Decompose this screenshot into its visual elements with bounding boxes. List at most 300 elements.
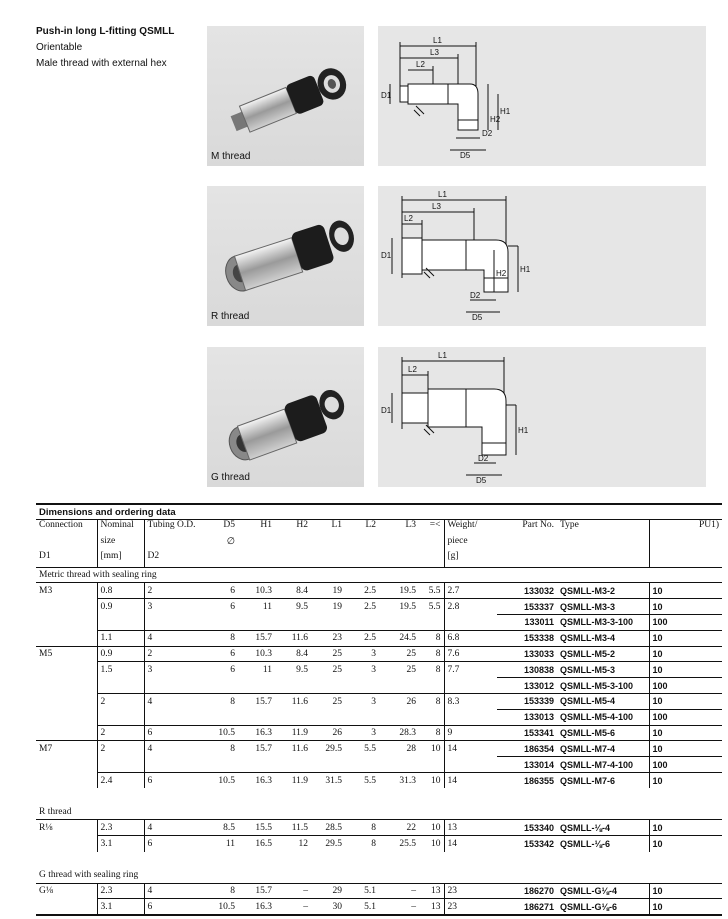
cell-pu: 10 bbox=[649, 583, 722, 599]
cell-type: QSMLL-M5-4 bbox=[557, 694, 649, 710]
ordering-table bbox=[36, 503, 722, 916]
dimension-drawing-icon bbox=[378, 26, 706, 166]
cell-part: 153340 bbox=[523, 822, 554, 833]
cell-h2: 9.5 bbox=[275, 662, 311, 678]
cell-nom: 0.9 bbox=[97, 646, 144, 662]
dim-label-d1: D1 bbox=[381, 91, 392, 100]
header-nominal-2: size bbox=[97, 536, 144, 552]
cell-hex: 8 bbox=[419, 662, 444, 678]
cell-l2: 2.5 bbox=[345, 599, 379, 615]
cell-conn bbox=[36, 836, 97, 852]
cell-h1: 16.5 bbox=[238, 836, 275, 852]
cell-h2 bbox=[275, 678, 311, 694]
cell-wt: 7.6 bbox=[444, 646, 497, 662]
cell-type: QSMLL-⅛-4 bbox=[560, 822, 611, 833]
cell-l2: 2.5 bbox=[364, 585, 376, 596]
cell-l3: 25 bbox=[379, 662, 419, 678]
cell-wt bbox=[444, 615, 497, 631]
cell-pu: 10 bbox=[649, 694, 722, 710]
cell-pu: 10 bbox=[649, 630, 722, 646]
cell-d5: 10.5 bbox=[208, 899, 238, 915]
product-title: Push-in long L-fitting QSMLL bbox=[36, 26, 175, 37]
cell-h1: 16.3 bbox=[238, 773, 275, 789]
table-row bbox=[36, 741, 722, 757]
cell-h2: 9.5 bbox=[275, 599, 311, 615]
cell-l3 bbox=[379, 757, 419, 773]
dim-label-d2: D2 bbox=[482, 129, 493, 138]
cell-wt: 7.7 bbox=[444, 662, 497, 678]
cell-part: 133012 bbox=[497, 678, 557, 694]
cell-h2: 11.6 bbox=[275, 694, 311, 710]
cell-h2: – bbox=[275, 899, 311, 915]
dim-label-h1: H1 bbox=[518, 426, 529, 435]
cell-pu: 100 bbox=[649, 678, 722, 694]
dimension-drawing-icon bbox=[378, 347, 706, 487]
cell-tub: 6 bbox=[144, 899, 208, 915]
cell-hex: 10 bbox=[419, 773, 444, 789]
cell-l2: 8 bbox=[345, 836, 379, 852]
cell-nom: 1.1 bbox=[97, 630, 144, 646]
cell-l3: – bbox=[411, 886, 416, 897]
cell-l2: 5.1 bbox=[364, 886, 376, 897]
cell-nom: 3.1 bbox=[97, 836, 144, 852]
cell-h1: 16.3 bbox=[238, 725, 275, 741]
header-weight: Weight/ bbox=[444, 520, 497, 536]
cell-l1: 25 bbox=[311, 694, 345, 710]
cell-h1 bbox=[238, 757, 275, 773]
cell-tub: 3 bbox=[144, 662, 208, 678]
cell-part: 153342 bbox=[497, 836, 557, 852]
cell-nom: 3.1 bbox=[97, 899, 144, 915]
cell-pu: 100 bbox=[649, 615, 722, 631]
cell-conn bbox=[36, 725, 97, 741]
table-title: Dimensions and ordering data bbox=[36, 504, 722, 520]
cell-h1: 15.7 bbox=[238, 630, 275, 646]
cell-tub: 6 bbox=[144, 725, 208, 741]
cell-d5: 11 bbox=[208, 836, 238, 852]
table-row bbox=[36, 678, 722, 694]
dim-label-d2: D2 bbox=[478, 454, 489, 463]
cell-wt bbox=[444, 757, 497, 773]
cell-part: 153339 bbox=[497, 694, 557, 710]
spacer-row bbox=[36, 852, 722, 868]
cell-l3: 19.5 bbox=[399, 585, 416, 596]
product-header bbox=[36, 24, 174, 72]
cell-d5 bbox=[208, 709, 238, 725]
cell-tub: 4 bbox=[144, 741, 208, 757]
spacer-row bbox=[36, 788, 722, 804]
cell-l1: 25 bbox=[311, 662, 345, 678]
fitting-photo-icon bbox=[207, 26, 364, 166]
photo-r-thread bbox=[207, 186, 364, 326]
dim-label-d1: D1 bbox=[381, 251, 392, 260]
table-row bbox=[36, 662, 722, 678]
dim-label-h1: H1 bbox=[520, 265, 531, 274]
dim-label-d5: D5 bbox=[472, 313, 483, 322]
cell-pu: 10 bbox=[649, 741, 722, 757]
fitting-photo-icon bbox=[207, 347, 364, 487]
drawing-r-thread bbox=[378, 186, 706, 326]
dim-label-d5: D5 bbox=[476, 476, 487, 485]
cell-h2: 8.4 bbox=[296, 585, 308, 596]
cell-type: QSMLL-M3-2 bbox=[560, 585, 615, 596]
header-h2: H2 bbox=[296, 520, 308, 531]
cell-wt: 14 bbox=[444, 773, 497, 789]
cell-l2: 5.5 bbox=[345, 741, 379, 757]
cell-nom: 2 bbox=[97, 725, 144, 741]
cell-l2: 3 bbox=[345, 646, 379, 662]
cell-l2: 2.5 bbox=[345, 630, 379, 646]
cell-wt: 2.8 bbox=[444, 599, 497, 615]
cell-nom bbox=[97, 709, 144, 725]
table-row bbox=[36, 773, 722, 789]
cell-l3 bbox=[379, 678, 419, 694]
cell-l2: 5.5 bbox=[345, 773, 379, 789]
cell-l1: 31.5 bbox=[311, 773, 345, 789]
cell-d5: 8 bbox=[208, 630, 238, 646]
cell-h2: 8.4 bbox=[275, 646, 311, 662]
section-title: Metric thread with sealing ring bbox=[36, 567, 722, 583]
cell-d5: 6 bbox=[208, 599, 238, 615]
dim-label-l3: L3 bbox=[432, 202, 441, 211]
cell-conn bbox=[36, 630, 97, 646]
table-row bbox=[36, 630, 722, 646]
header-h1: H1 bbox=[260, 520, 272, 531]
cell-type: QSMLL-M7-4-100 bbox=[557, 757, 649, 773]
cell-part: 186354 bbox=[497, 741, 557, 757]
photo-caption: M thread bbox=[211, 151, 251, 162]
cell-part: 153341 bbox=[497, 725, 557, 741]
cell-h2: 11.5 bbox=[291, 822, 308, 833]
cell-nom: 2.4 bbox=[97, 773, 144, 789]
cell-tub: 2 bbox=[144, 646, 208, 662]
cell-pu: 10 bbox=[649, 899, 722, 915]
cell-tub: 6 bbox=[144, 836, 208, 852]
photo-g-thread bbox=[207, 347, 364, 487]
cell-hex: 8 bbox=[419, 630, 444, 646]
table-row bbox=[36, 725, 722, 741]
cell-pu: 100 bbox=[649, 757, 722, 773]
dim-label-l1: L1 bbox=[438, 351, 447, 360]
cell-l3: 28.3 bbox=[379, 725, 419, 741]
photo-caption: G thread bbox=[211, 472, 250, 483]
cell-l1 bbox=[311, 757, 345, 773]
dim-label-d1: D1 bbox=[381, 406, 392, 415]
cell-conn: M7 bbox=[36, 741, 97, 757]
cell-tub: 3 bbox=[144, 599, 208, 615]
cell-hex bbox=[419, 678, 444, 694]
cell-tub: 6 bbox=[144, 773, 208, 789]
cell-hex bbox=[419, 709, 444, 725]
cell-l2 bbox=[345, 757, 379, 773]
header-nominal-3: [mm] bbox=[97, 551, 144, 567]
header-l1: L1 bbox=[331, 520, 342, 531]
cell-d5: 6 bbox=[208, 662, 238, 678]
header-connection-3: D1 bbox=[36, 551, 97, 567]
cell-type: QSMLL-M5-3-100 bbox=[557, 678, 649, 694]
cell-conn: M3 bbox=[39, 586, 53, 597]
cell-d5 bbox=[208, 757, 238, 773]
dim-label-h2: H2 bbox=[490, 115, 501, 124]
cell-tub bbox=[144, 615, 208, 631]
cell-l3: 22 bbox=[406, 822, 416, 833]
cell-d5: 6 bbox=[208, 646, 238, 662]
header-l2: L2 bbox=[365, 520, 376, 531]
table-row bbox=[36, 820, 722, 836]
cell-tub bbox=[144, 678, 208, 694]
cell-type: QSMLL-M7-4 bbox=[557, 741, 649, 757]
header-tubing-2 bbox=[144, 536, 208, 552]
cell-l1: 25 bbox=[311, 646, 345, 662]
cell-h2 bbox=[275, 709, 311, 725]
cell-wt: 6.8 bbox=[444, 630, 497, 646]
cell-l1 bbox=[311, 615, 345, 631]
cell-h1: 15.7 bbox=[255, 886, 272, 897]
cell-d5: 8 bbox=[208, 741, 238, 757]
header-tubing: Tubing O.D. bbox=[144, 520, 208, 536]
cell-conn bbox=[36, 899, 97, 915]
cell-l1: 23 bbox=[311, 630, 345, 646]
dim-label-l1: L1 bbox=[438, 190, 447, 199]
cell-conn bbox=[36, 662, 97, 678]
cell-tub bbox=[144, 709, 208, 725]
cell-l3: 26 bbox=[379, 694, 419, 710]
cell-pu: 10 bbox=[649, 646, 722, 662]
dim-label-l3: L3 bbox=[430, 48, 439, 57]
cell-hex: 8 bbox=[419, 694, 444, 710]
cell-tub: 2 bbox=[144, 583, 208, 599]
cell-part: 130838 bbox=[497, 662, 557, 678]
dimension-drawing-icon bbox=[378, 186, 706, 326]
cell-h1: 15.5 bbox=[255, 822, 272, 833]
cell-h1: 11 bbox=[238, 662, 275, 678]
cell-h1 bbox=[238, 678, 275, 694]
cell-h2 bbox=[275, 757, 311, 773]
table-row bbox=[36, 709, 722, 725]
cell-conn: R⅛ bbox=[39, 823, 53, 834]
cell-nom: 2 bbox=[97, 694, 144, 710]
cell-tub bbox=[144, 757, 208, 773]
cell-l1 bbox=[311, 709, 345, 725]
cell-l2 bbox=[345, 615, 379, 631]
photo-m-thread bbox=[207, 26, 364, 166]
drawing-m-thread bbox=[378, 26, 706, 166]
cell-wt: 13 bbox=[444, 820, 497, 836]
cell-type: QSMLL-M5-3 bbox=[557, 662, 649, 678]
cell-tub: 4 bbox=[144, 694, 208, 710]
table-row bbox=[36, 836, 722, 852]
cell-part: 186271 bbox=[497, 899, 557, 915]
cell-type: QSMLL-G⅛-6 bbox=[557, 899, 649, 915]
cell-type: QSMLL-M5-6 bbox=[557, 725, 649, 741]
cell-l2: 3 bbox=[345, 662, 379, 678]
cell-part: 133032 bbox=[523, 585, 554, 596]
dim-label-l2: L2 bbox=[408, 365, 417, 374]
cell-part: 133033 bbox=[497, 646, 557, 662]
header-part-no: Part No. bbox=[522, 520, 554, 531]
cell-l3 bbox=[379, 709, 419, 725]
cell-pu: 100 bbox=[649, 709, 722, 725]
cell-hex: 8 bbox=[419, 725, 444, 741]
header-tubing-3: D2 bbox=[144, 551, 208, 567]
cell-d5: 8 bbox=[230, 886, 235, 897]
section-title: R thread bbox=[36, 804, 722, 820]
header-d5: D5 bbox=[223, 520, 235, 531]
dim-label-l2: L2 bbox=[416, 60, 425, 69]
cell-type: QSMLL-M7-6 bbox=[557, 773, 649, 789]
cell-pu: 10 bbox=[649, 725, 722, 741]
table-row bbox=[36, 899, 722, 915]
cell-part: 133014 bbox=[497, 757, 557, 773]
cell-h2: 11.6 bbox=[275, 741, 311, 757]
cell-h1: 15.7 bbox=[238, 741, 275, 757]
cell-d5: 8 bbox=[208, 694, 238, 710]
cell-h2: – bbox=[303, 886, 308, 897]
cell-d5: 8.5 bbox=[223, 822, 235, 833]
cell-d5: 10.5 bbox=[208, 725, 238, 741]
cell-l2 bbox=[345, 678, 379, 694]
cell-h1: 10.3 bbox=[255, 585, 272, 596]
cell-l1: 29.5 bbox=[311, 836, 345, 852]
fitting-photo-icon bbox=[207, 186, 364, 326]
cell-hex: 10 bbox=[419, 836, 444, 852]
header-weight-3: [g] bbox=[444, 551, 497, 567]
cell-hex bbox=[419, 615, 444, 631]
table-row bbox=[36, 583, 722, 599]
dim-label-l2: L2 bbox=[404, 214, 413, 223]
cell-wt: 23 bbox=[444, 883, 497, 899]
cell-l1: 19 bbox=[311, 599, 345, 615]
cell-h1 bbox=[238, 709, 275, 725]
cell-l3: 25 bbox=[379, 646, 419, 662]
cell-pu: 10 bbox=[649, 883, 722, 899]
cell-wt: 9 bbox=[444, 725, 497, 741]
cell-h2: 11.9 bbox=[275, 773, 311, 789]
cell-conn bbox=[36, 615, 97, 631]
cell-h1: 16.3 bbox=[238, 899, 275, 915]
cell-part: 186355 bbox=[497, 773, 557, 789]
cell-hex: 8 bbox=[419, 646, 444, 662]
section-heading bbox=[36, 567, 722, 583]
cell-hex: 13 bbox=[419, 899, 444, 915]
cell-hex: 5.5 bbox=[428, 585, 441, 596]
cell-l1: 29 bbox=[332, 886, 342, 897]
cell-type: QSMLL-⅛-6 bbox=[557, 836, 649, 852]
dim-label-d2: D2 bbox=[470, 291, 481, 300]
cell-l2: 3 bbox=[345, 694, 379, 710]
cell-l1: 19 bbox=[332, 585, 342, 596]
cell-l3: – bbox=[379, 899, 419, 915]
cell-h2: 12 bbox=[275, 836, 311, 852]
table-row bbox=[36, 599, 722, 615]
cell-type: QSMLL-G⅛-4 bbox=[560, 886, 618, 897]
cell-hex: 10 bbox=[431, 822, 441, 833]
cell-tub: 4 bbox=[144, 630, 208, 646]
cell-l2: 5.1 bbox=[345, 899, 379, 915]
header-type: Type bbox=[560, 520, 579, 531]
product-feature-2: Male thread with external hex bbox=[36, 58, 167, 69]
cell-tub: 4 bbox=[144, 820, 208, 836]
cell-nom bbox=[97, 615, 144, 631]
cell-l3: 31.3 bbox=[379, 773, 419, 789]
cell-h2: 11.6 bbox=[275, 630, 311, 646]
header-weight-2: piece bbox=[444, 536, 497, 552]
cell-pu: 10 bbox=[649, 820, 722, 836]
cell-d5 bbox=[208, 615, 238, 631]
cell-type: QSMLL-M5-2 bbox=[557, 646, 649, 662]
dim-label-l1: L1 bbox=[433, 36, 442, 45]
cell-h1 bbox=[238, 615, 275, 631]
cell-nom: 1.5 bbox=[97, 662, 144, 678]
cell-wt bbox=[444, 678, 497, 694]
cell-conn bbox=[36, 773, 97, 789]
cell-pu: 10 bbox=[649, 773, 722, 789]
cell-type: QSMLL-M3-3-100 bbox=[557, 615, 649, 631]
header-nominal: Nominal bbox=[97, 520, 144, 536]
cell-h1: 10.3 bbox=[238, 646, 275, 662]
section-title: G thread with sealing ring bbox=[36, 867, 722, 883]
header-hex-icon: =< bbox=[429, 520, 441, 531]
cell-conn bbox=[36, 678, 97, 694]
cell-h1: 15.7 bbox=[238, 694, 275, 710]
cell-l1 bbox=[311, 678, 345, 694]
product-feature-1: Orientable bbox=[36, 42, 83, 53]
cell-part: 153337 bbox=[497, 599, 557, 615]
cell-conn bbox=[36, 599, 97, 615]
dim-label-h1: H1 bbox=[500, 107, 511, 116]
cell-wt: 14 bbox=[444, 741, 497, 757]
cell-l3: 28 bbox=[379, 741, 419, 757]
header-pu: PU1) bbox=[649, 520, 722, 536]
cell-l2: 3 bbox=[345, 725, 379, 741]
cell-tub: 4 bbox=[144, 883, 208, 899]
header-connection-2 bbox=[36, 536, 97, 552]
cell-l3: 24.5 bbox=[379, 630, 419, 646]
table-row bbox=[36, 883, 722, 899]
header-connection: Connection bbox=[39, 520, 83, 531]
cell-wt bbox=[444, 709, 497, 725]
cell-l2: 8 bbox=[371, 822, 376, 833]
cell-l2 bbox=[345, 709, 379, 725]
cell-part: 133011 bbox=[497, 615, 557, 631]
cell-d5: 10.5 bbox=[208, 773, 238, 789]
cell-nom: 0.9 bbox=[97, 599, 144, 615]
cell-l1: 29.5 bbox=[311, 741, 345, 757]
cell-l3: 19.5 bbox=[379, 599, 419, 615]
cell-nom: 0.8 bbox=[97, 583, 144, 599]
section-heading bbox=[36, 804, 722, 820]
cell-h2 bbox=[275, 615, 311, 631]
cell-conn: M5 bbox=[36, 646, 97, 662]
cell-hex: 13 bbox=[431, 886, 441, 897]
cell-nom: 2.3 bbox=[97, 883, 144, 899]
cell-hex bbox=[419, 757, 444, 773]
cell-type: QSMLL-M5-4-100 bbox=[557, 709, 649, 725]
cell-conn: G⅛ bbox=[39, 886, 53, 897]
cell-part: 133013 bbox=[497, 709, 557, 725]
table-row bbox=[36, 757, 722, 773]
cell-part: 186270 bbox=[523, 886, 554, 897]
cell-conn bbox=[36, 757, 97, 773]
cell-hex: 5.5 bbox=[419, 599, 444, 615]
cell-pu: 10 bbox=[649, 836, 722, 852]
dim-label-d5: D5 bbox=[460, 151, 471, 160]
header-l3: L3 bbox=[405, 520, 416, 531]
cell-conn bbox=[36, 694, 97, 710]
cell-h1: 11 bbox=[238, 599, 275, 615]
table-row bbox=[36, 694, 722, 710]
cell-wt: 2.7 bbox=[444, 583, 497, 599]
